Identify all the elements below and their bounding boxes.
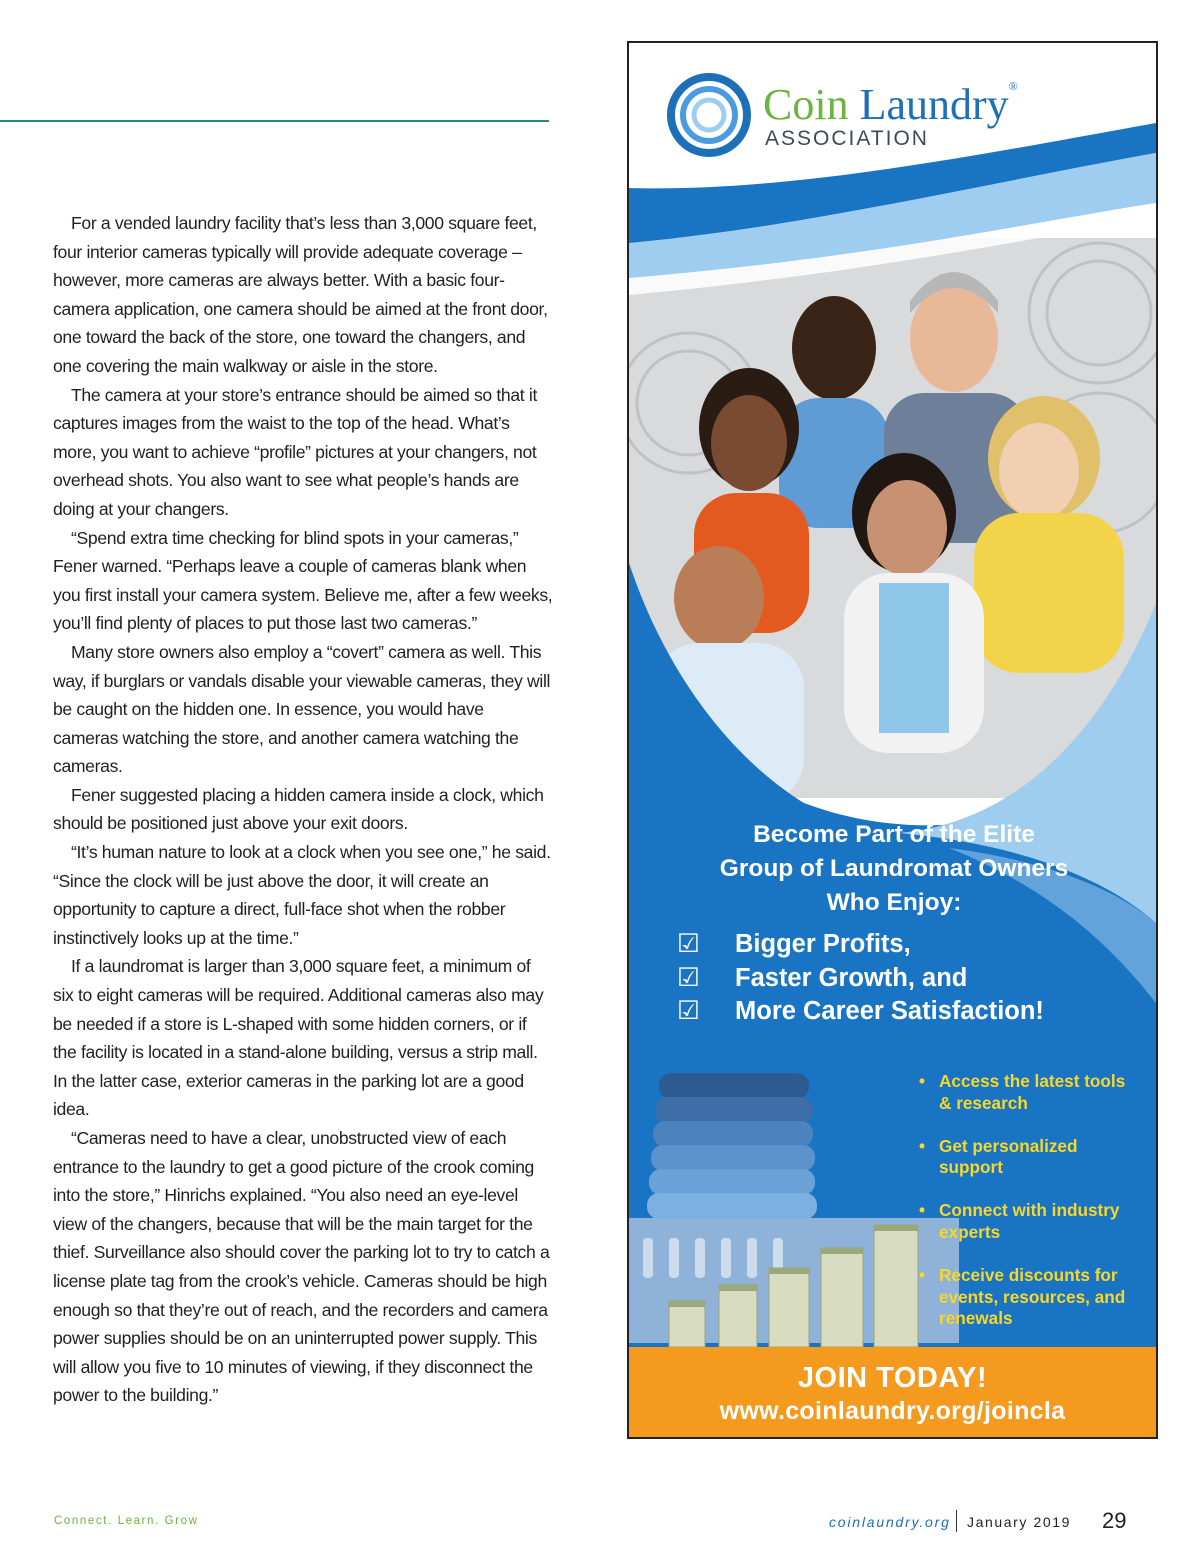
- checkbox-icon: ☑: [677, 963, 700, 992]
- logo-laundry-text: Laundry: [859, 80, 1009, 129]
- list-item: • Receive discounts for events, resources, and renewals: [919, 1265, 1134, 1330]
- registered-mark: ®: [1008, 79, 1018, 93]
- article-paragraph: For a vended laundry facility that’s less than 3,000 square feet, four interior cameras typically will provide adequate coverage – however, more cameras are always better. With a basic four-camera application, one camera should be aimed at the front door, one toward the back of the store, one toward the changers, and one covering the main walkway or aisle in the store.: [53, 213, 548, 376]
- checkbox-icon: ☑: [677, 930, 700, 958]
- list-item: • Get personalized support: [919, 1136, 1134, 1180]
- ad-headline: [659, 818, 1129, 920]
- ad-benefits-list: [677, 928, 1137, 1029]
- footer-divider: [956, 1510, 957, 1532]
- list-item: [677, 995, 1137, 1029]
- top-rule: [0, 120, 549, 122]
- footer-issue-date: January 2019: [967, 1514, 1072, 1530]
- coin-laundry-advertisement[interactable]: [627, 41, 1158, 1439]
- logo-association-text: ASSOCIATION: [765, 127, 929, 150]
- article-paragraph: The camera at your store’s entrance should be aimed so that it captures images from the waist to the top of the head. What’s more, you want to achieve “profile” pictures at your changers, not overhead shots. You also want to see what people’s hands are doing at your changers.: [53, 384, 537, 519]
- list-item: [677, 928, 1137, 962]
- benefit-text: Bigger Profits,: [735, 930, 911, 958]
- ad-headline-line: Group of Laundromat Owners: [719, 855, 1069, 882]
- article-paragraph: “It’s human nature to look at a clock when you see one,” he said. “Since the clock will be just above the door, it will create an opportunity to capture a direct, full-face shot when the robber instinctively looks up at the time.”: [53, 842, 551, 948]
- logo-coin-text: Coin: [763, 80, 849, 129]
- join-today-link[interactable]: [629, 1361, 1156, 1427]
- page-number: 29: [1102, 1508, 1127, 1533]
- ad-logo-wordmark: [763, 79, 1018, 130]
- benefit-text: Faster Growth, and: [735, 963, 968, 992]
- list-item: • Connect with industry experts: [919, 1200, 1134, 1244]
- benefit-text: More Career Satisfaction!: [735, 997, 1044, 1025]
- list-item: [677, 962, 1137, 996]
- ad-headline-line: Become Part of the Elite: [753, 821, 1035, 848]
- join-url-text: www.coinlaundry.org/joincla: [719, 1397, 1066, 1425]
- footer-tagline: Connect. Learn. Grow: [54, 1515, 199, 1527]
- article-paragraph: “Cameras need to have a clear, unobstructed view of each entrance to the laundry to get a good picture of the crook coming into the store,” Hinrichs explained. “You also need an eye-level view of the changers, because that will be the main target for the thief. Surveillance also should cover the parking lot to try to catch a license plate tag from the crook’s vehicle. Cameras should be high enough so that they’re out of reach, and the recorders and camera power supplies should be on an uninterrupted power supply. This will allow you five to 10 minutes of viewing, if they disconnect the power to the building.”: [53, 1128, 550, 1406]
- join-today-text: JOIN TODAY!: [797, 1362, 988, 1394]
- article-paragraph: If a laundromat is larger than 3,000 square feet, a minimum of six to eight cameras will be required. Additional cameras also may be needed if a store is L-shaped with some hidden corners, or if the facility is located in a stand-alone building, versus a strip mall. In the latter case, exterior cameras in the parking lot are a good idea.: [53, 956, 544, 1120]
- article-paragraph: Fener suggested placing a hidden camera inside a clock, which should be positioned just above your exit doors.: [53, 784, 544, 834]
- article-paragraph: “Spend extra time checking for blind spots in your cameras,” Fener warned. “Perhaps leave a couple of cameras blank when you first install your camera system. Believe me, after a few weeks, you’ll find plenty of places to put those last two cameras.”: [53, 527, 553, 634]
- ad-perks-list: [919, 1071, 1134, 1351]
- checkbox-icon: ☑: [677, 997, 700, 1025]
- ad-headline-line: Who Enjoy:: [826, 889, 962, 916]
- footer-website: coinlaundry.org: [829, 1514, 951, 1530]
- list-item: • Access the latest tools & research: [919, 1071, 1134, 1115]
- article-paragraph: Many store owners also employ a “covert” camera as well. This way, if burglars or vandals disable your viewable cameras, they will be caught on the hidden one. In essence, you would have cameras watching the store, and another camera watching the cameras.: [53, 641, 551, 777]
- article-body: [53, 209, 553, 1410]
